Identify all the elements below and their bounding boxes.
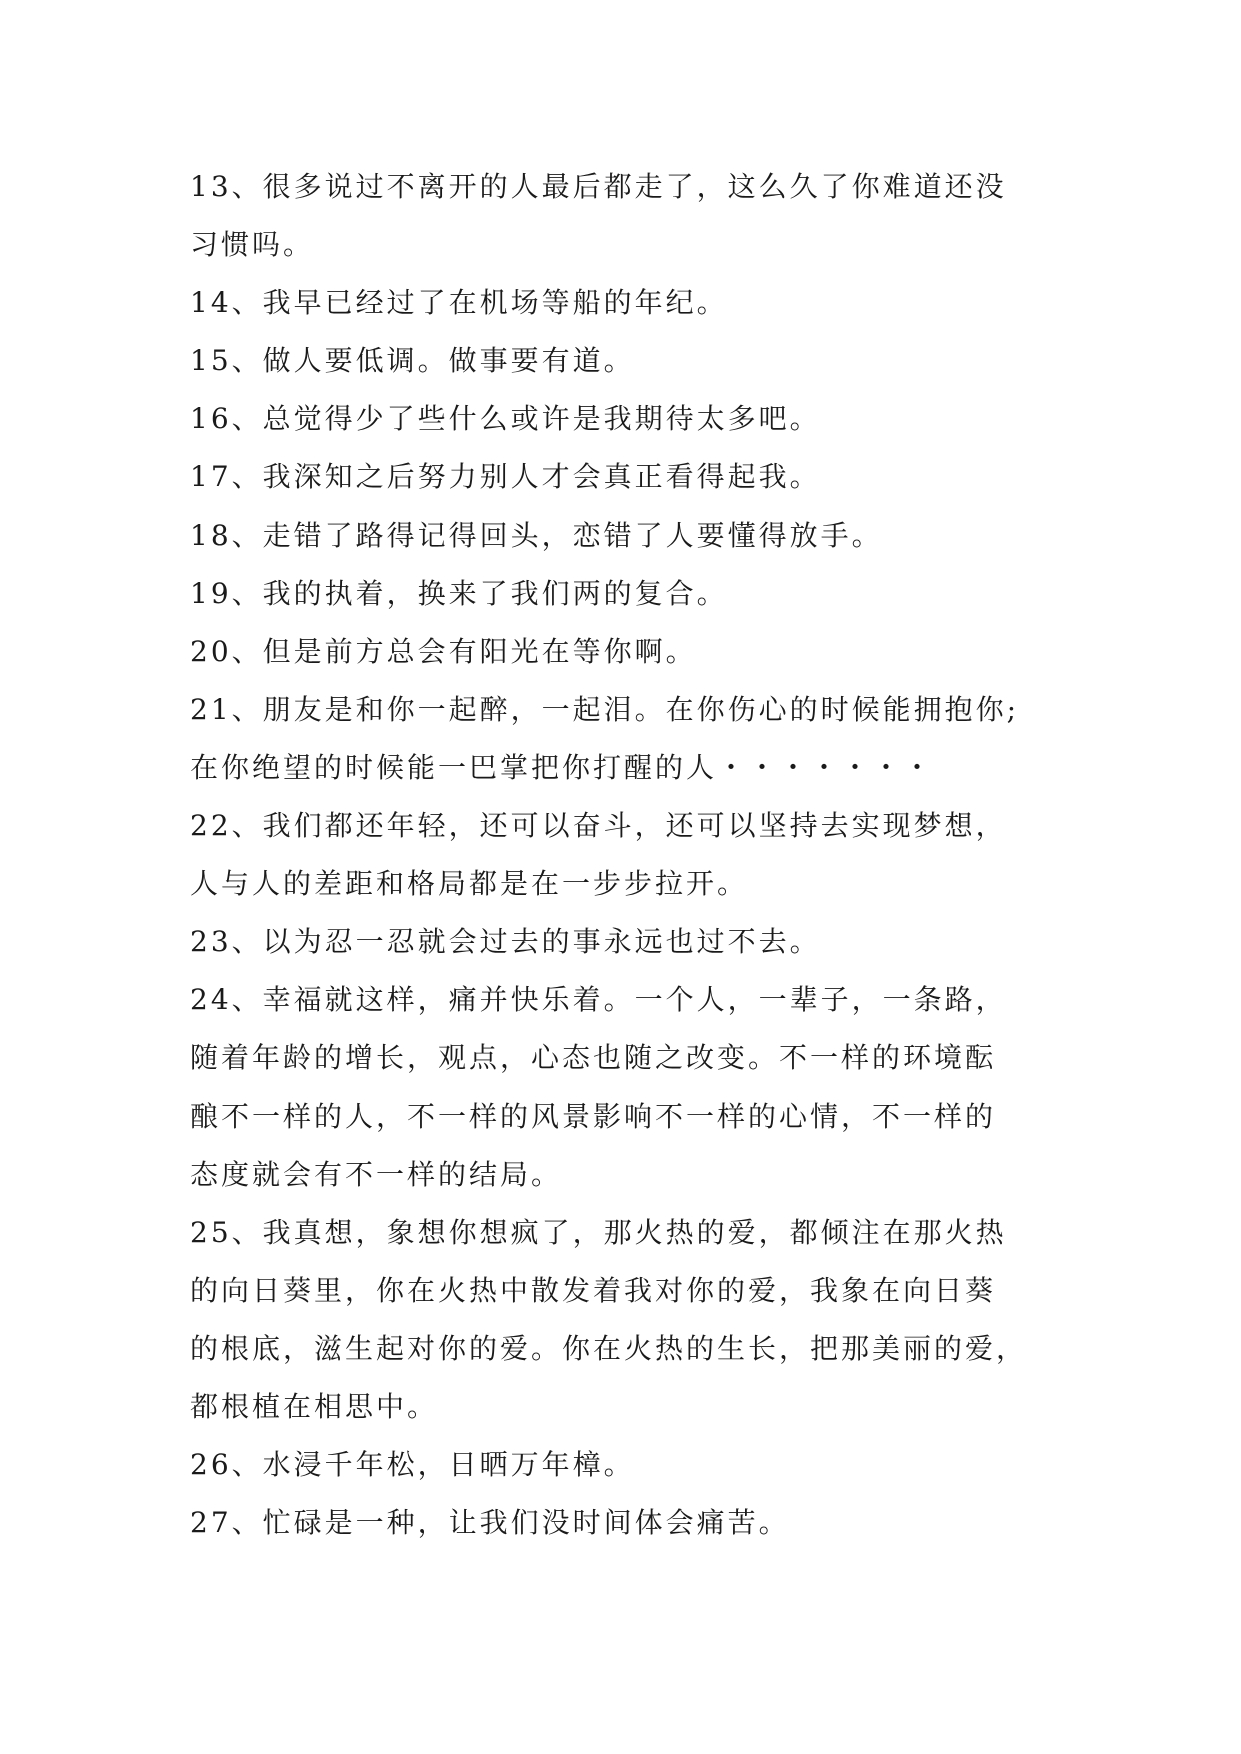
text-line: 习惯吗。 <box>190 228 315 262</box>
text-line: 25、我真想，象想你想疯了，那火热的爱，都倾注在那火热 <box>190 1215 1007 1249</box>
text-line: 15、做人要低调。做事要有道。 <box>190 344 635 378</box>
text-line: 19、我的执着，换来了我们两的复合。 <box>190 576 728 610</box>
text-line: 人与人的差距和格局都是在一步步拉开。 <box>190 867 749 901</box>
text-line: 14、我早已经过了在机场等船的年纪。 <box>190 286 728 320</box>
text-line: 态度就会有不一样的结局。 <box>190 1157 563 1191</box>
text-line: 的向日葵里，你在火热中散发着我对你的爱，我象在向日葵 <box>190 1273 997 1307</box>
text-line: 26、水浸千年松，日晒万年樟。 <box>190 1448 635 1482</box>
text-line: 17、我深知之后努力别人才会真正看得起我。 <box>190 460 821 494</box>
text-line: 18、走错了路得记得回头，恋错了人要懂得放手。 <box>190 518 883 552</box>
text-line: 的根底，滋生起对你的爱。你在火热的生长，把那美丽的爱， <box>190 1331 1028 1365</box>
text-line: 23、以为忍一忍就会过去的事永远也过不去。 <box>190 925 821 959</box>
text-line: 21、朋友是和你一起醉，一起泪。在你伤心的时候能拥抱你; <box>190 692 1020 726</box>
document-body <box>190 158 1060 1552</box>
text-line: 16、总觉得少了些什么或许是我期待太多吧。 <box>190 402 821 436</box>
text-line: 20、但是前方总会有阳光在等你啊。 <box>190 634 697 668</box>
text-line: 随着年龄的增长，观点，心态也随之改变。不一样的环境酝 <box>190 1041 997 1075</box>
text-line: 13、很多说过不离开的人最后都走了，这么久了你难道还没 <box>190 170 1007 203</box>
text-line: 酿不一样的人，不一样的风景影响不一样的心情，不一样的 <box>190 1099 997 1133</box>
text-line: 24、幸福就这样，痛并快乐着。一个人，一辈子，一条路， <box>190 983 1007 1017</box>
text-line: 都根植在相思中。 <box>190 1389 439 1423</box>
text-line: 在你绝望的时候能一巴掌把你打醒的人・・・・・・・ <box>190 750 935 784</box>
text-line: 27、忙碌是一种，让我们没时间体会痛苦。 <box>190 1506 790 1540</box>
text-line: 22、我们都还年轻，还可以奋斗，还可以坚持去实现梦想， <box>190 809 1007 843</box>
